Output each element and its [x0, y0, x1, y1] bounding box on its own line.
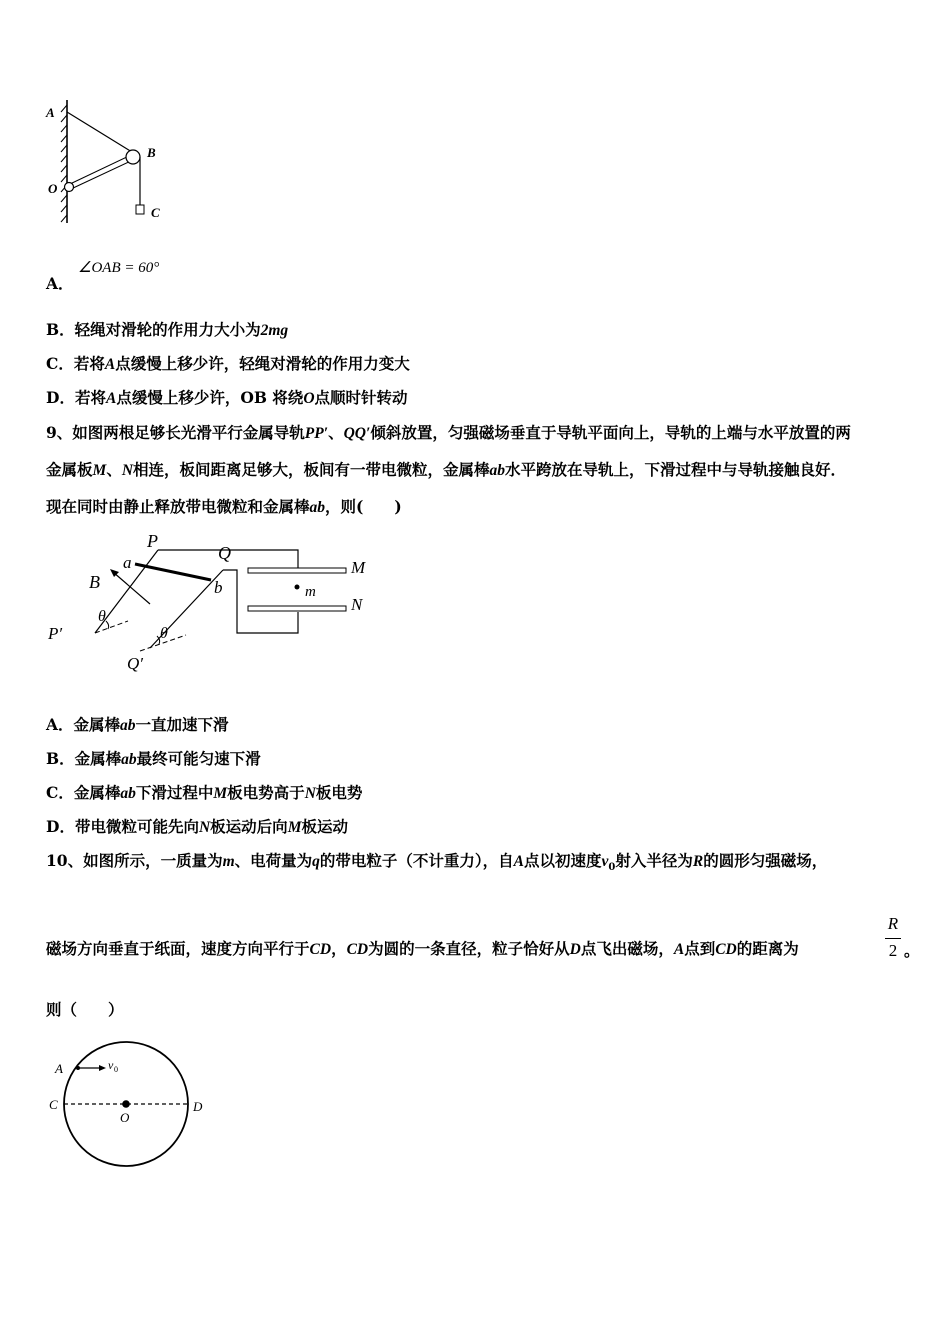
q10-line2-var2: CD: [346, 941, 369, 958]
q10-line2-var4: A: [673, 941, 685, 958]
q8-option-d-post: 点顺时针转动: [314, 388, 408, 407]
q9-option-c-post: 板电势: [315, 783, 363, 802]
label-q: Q: [218, 543, 231, 563]
wire-bottom: [223, 570, 298, 633]
q10-line1-sub: 0: [608, 862, 616, 874]
q9-option-c-pre: 金属棒: [73, 783, 121, 802]
q9-line2-pre: 金属板: [46, 460, 93, 479]
q8-option-d-label: D．: [46, 388, 75, 407]
q10-stem-line3: [46, 1000, 124, 1020]
rod-ob-1: [70, 155, 131, 184]
q10-line1-post: 的圆形匀强磁场，: [703, 851, 828, 870]
q9-option-c-var2: M: [213, 785, 228, 802]
label-c: C: [151, 205, 160, 220]
q9-option-d-mid: 板运动后向: [210, 817, 288, 836]
rod-ab: [135, 564, 211, 580]
label-q-prime: Q′: [127, 654, 143, 673]
q8-option-c-var: A: [104, 356, 116, 373]
q8-option-d-var2: O: [303, 390, 315, 407]
label-theta-1: θ: [98, 608, 106, 625]
q8-option-d: [46, 388, 408, 409]
q9-option-b: [46, 749, 261, 770]
q8-option-d-var: A: [105, 390, 117, 407]
q8-option-b-value: 2mg: [260, 322, 289, 339]
label-b: B: [147, 145, 156, 160]
q9-option-c-mid2: 板电势高于: [227, 783, 305, 802]
q8-option-c-label: C．: [46, 354, 74, 373]
q10-line2-t4: 点到: [684, 939, 716, 958]
rope-ab: [67, 112, 132, 152]
hinge-o: [65, 183, 74, 192]
pulley-b: [126, 150, 140, 164]
q8-option-c: [46, 354, 410, 375]
figure-pulley: [40, 95, 180, 230]
q10-line1-pre: 10、如图所示，一质量为: [46, 851, 223, 870]
q8-option-a-formula: ∠OAB = 60°: [78, 260, 160, 276]
wall-hatching: [61, 105, 67, 222]
plate-n: [248, 606, 346, 611]
q9-option-d-pre: 带电微粒可能先向: [74, 817, 199, 836]
figure-rails-plates: [40, 528, 380, 678]
q8-option-d-pre: 若将: [74, 388, 106, 407]
q9-line2-var2: N: [121, 462, 134, 479]
fraction-bar: [885, 938, 901, 939]
q10-line1-t3: 点以初速度: [524, 851, 602, 870]
q9-option-a-post: 一直加速下滑: [135, 715, 229, 734]
q8-option-b: [46, 320, 288, 341]
q10-line1-t4: 射入半径为: [615, 851, 693, 870]
q10-line2-pre: 磁场方向垂直于纸面，速度方向平行于: [46, 939, 310, 958]
q9-option-d-var: N: [198, 819, 211, 836]
label-p-prime: P′: [48, 624, 63, 643]
q8-option-c-post: 点缓慢上移少许，轻绳对滑轮的作用力变大: [115, 354, 410, 373]
fraction-denominator: 2: [888, 941, 898, 960]
q9-option-c-label: C．: [46, 783, 74, 802]
label-theta-2: θ: [160, 625, 168, 642]
fraction-period: 。: [904, 941, 920, 960]
q10-line1-var2: q: [312, 853, 320, 870]
q9-option-d-post: 板运动: [301, 817, 348, 836]
theta-arc-1: [106, 621, 109, 629]
q9-line1-var2: QQ′: [343, 425, 371, 442]
q9-line2-mid: 相连，板间距离足够大，板间有一带电微粒，金属棒: [133, 460, 490, 479]
q10-stem-line1: [46, 851, 827, 878]
q9-option-d: [46, 817, 348, 838]
q10-line2-var3: D: [569, 941, 581, 958]
q9-stem-line1: [46, 423, 851, 444]
q10-line2-var1: CD: [309, 941, 332, 958]
q9-option-c: [46, 783, 362, 804]
label-v-letter: v: [108, 1058, 114, 1072]
label-a-point: A: [55, 1061, 63, 1076]
q9-option-b-var: ab: [121, 751, 137, 768]
q10-line1-t1: 、电荷量为: [234, 851, 313, 870]
q8-option-a: [46, 274, 74, 294]
q9-option-b-pre: 金属棒: [74, 749, 122, 768]
label-o-point: O: [120, 1110, 130, 1125]
q9-option-a-pre: 金属棒: [73, 715, 121, 734]
q9-line1-sep: 、: [328, 423, 344, 442]
weight-c: [136, 205, 144, 214]
q10-line2-t3: 点飞出磁场，: [580, 939, 674, 958]
q9-option-d-label: D．: [46, 817, 75, 836]
label-a: a: [123, 553, 132, 572]
label-bfield: B: [89, 572, 100, 592]
label-o: O: [48, 181, 58, 196]
label-m-plate: M: [351, 558, 366, 577]
q9-stem-line2: [46, 460, 846, 481]
q10-line1-var5: R: [692, 853, 704, 870]
q10-line1-var1: m: [222, 853, 235, 870]
q10-line2-var5: CD: [715, 941, 737, 958]
q9-option-c-var3: N: [304, 785, 316, 802]
particle-m: [295, 585, 300, 590]
q9-line3-post: ，则( ): [325, 497, 402, 516]
q8-option-a-label: A．: [46, 274, 74, 293]
q9-line1-text: 9、如图两根足够长光滑平行金属导轨: [46, 423, 305, 442]
q9-line1-var1: PP′: [304, 425, 329, 442]
q9-line2-post: 水平跨放在导轨上，下滑过程中与导轨接触良好．: [505, 460, 847, 479]
q9-option-c-mid: 下滑过程中: [135, 783, 214, 802]
figure-circle-field: [40, 1035, 220, 1175]
q9-option-a: [46, 715, 229, 736]
q9-line3-pre: 现在同时由静止释放带电微粒和金属棒: [46, 497, 310, 516]
b-field-arrow: [113, 572, 150, 604]
q10-line1-t2: 的带电粒子（不计重力），自: [319, 851, 514, 870]
q8-option-c-pre: 若将: [73, 354, 105, 373]
q9-line2-var3: ab: [489, 462, 506, 479]
label-v-sub: 0: [114, 1065, 118, 1074]
label-n-plate: N: [351, 595, 363, 614]
q9-line1-post: 倾斜放置，匀强磁场垂直于导轨平面向上，导轨的上端与水平放置的两: [370, 423, 851, 442]
label-c-point: C: [49, 1097, 58, 1112]
q9-line2-sep: 、: [106, 460, 122, 479]
q9-option-a-var: ab: [120, 717, 136, 734]
q10-stem-line2: [46, 939, 799, 960]
q9-option-c-var: ab: [120, 785, 136, 802]
label-b: b: [214, 578, 223, 597]
label-p: P: [147, 531, 158, 551]
q9-stem-line3: [46, 497, 402, 518]
q10-line1-var3: A: [513, 853, 525, 870]
center-o: [122, 1100, 130, 1108]
q9-option-b-post: 最终可能匀速下滑: [136, 749, 261, 768]
fraction-numerator: R: [887, 914, 899, 933]
q9-option-a-label: A．: [46, 715, 74, 734]
q10-line2-t1: ，: [331, 939, 347, 958]
q10-line2-t2: 为圆的一条直径，粒子恰好从: [368, 939, 570, 958]
velocity-arrowhead: [99, 1065, 106, 1071]
q9-line2-var1: M: [92, 462, 107, 479]
q8-option-b-label: B．: [46, 320, 75, 339]
q10-line2-t5: 的距离为: [736, 939, 799, 958]
rod-ob-2: [71, 160, 133, 189]
q10-line3-text: 则（ ）: [46, 1000, 124, 1019]
q9-option-b-label: B．: [46, 749, 75, 768]
plate-m: [248, 568, 346, 573]
q10-line1-var4: v: [601, 853, 609, 870]
label-d-point: D: [193, 1099, 203, 1114]
q8-option-b-text: 轻绳对滑轮的作用力大小为: [74, 320, 261, 339]
q9-option-d-var2: M: [287, 819, 302, 836]
label-a: A: [46, 105, 55, 120]
label-mass: m: [305, 584, 316, 600]
q8-option-d-mid: 点缓慢上移少许，OB 将绕: [116, 388, 304, 407]
q9-line3-var: ab: [309, 499, 326, 516]
